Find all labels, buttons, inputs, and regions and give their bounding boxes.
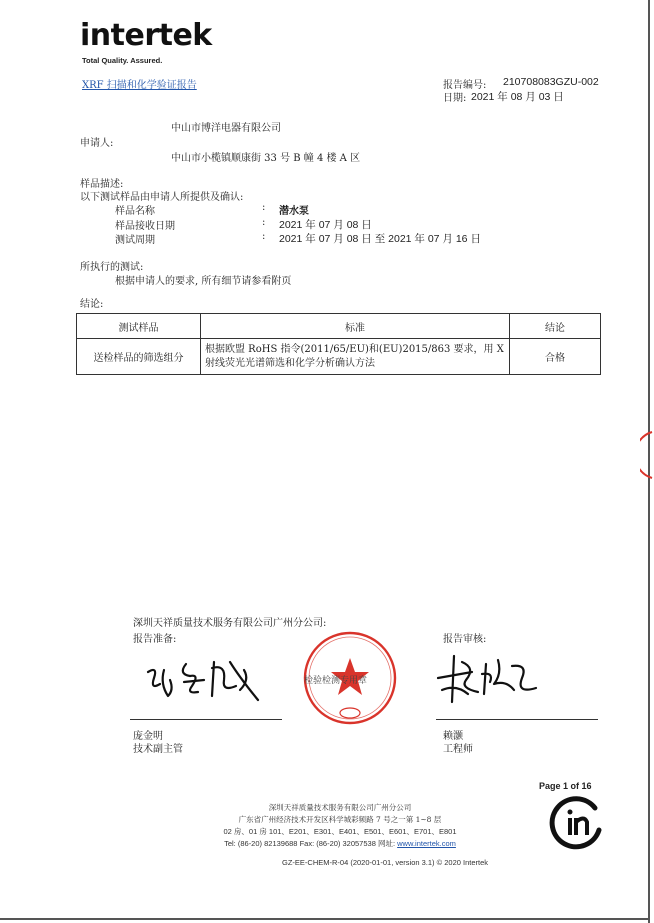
reviewed-by-label: 报告审核: bbox=[443, 634, 487, 645]
sample-name-label: 样品名称 bbox=[115, 206, 155, 217]
applicant-company: 中山市博洋电器有限公司 bbox=[171, 123, 281, 134]
preparer-signature-line bbox=[130, 719, 282, 720]
logo-tagline: Total Quality. Assured. bbox=[82, 56, 163, 65]
applicant-label: 申请人: bbox=[80, 138, 114, 149]
sample-received-value: 2021 年 07 月 08 日 bbox=[279, 219, 372, 231]
cell-standard: 根据欧盟 RoHS 指令(2011/65/EU)和(EU)2015/863 要求，用 X 射线荧光光谱筛选和化学分析确认方法 bbox=[201, 339, 510, 375]
report-date: 2021 年 08 月 03 日 bbox=[471, 91, 564, 103]
tests-heading: 所执行的测试: bbox=[80, 262, 144, 273]
page-number: Page 1 of 16 bbox=[539, 781, 592, 791]
footer-company: 深圳天祥质量技术服务有限公司广州分公司 bbox=[268, 803, 412, 812]
report-number-label: 报告编号: bbox=[443, 80, 487, 91]
reviewer-signature bbox=[432, 650, 542, 708]
test-period-value: 2021 年 07 月 08 日 至 2021 年 07 月 16 日 bbox=[279, 233, 481, 245]
conclusion-table bbox=[76, 313, 601, 375]
footer-website-link[interactable]: www.intertek.com bbox=[397, 839, 456, 848]
sample-name-value: 潜水泵 bbox=[279, 206, 309, 217]
reviewer-signature-line bbox=[436, 719, 598, 720]
footer-tel-fax: Tel: (86-20) 82139688 Fax: (86-20) 32057538 网址: bbox=[224, 839, 396, 848]
preparer-signature bbox=[140, 650, 270, 710]
reviewer-name: 赖灏 bbox=[443, 731, 463, 742]
preparer-title: 技术副主管 bbox=[133, 744, 183, 755]
table-header-row bbox=[77, 314, 601, 339]
prepared-by-label: 报告准备: bbox=[133, 634, 177, 645]
column-header-sample: 测试样品 bbox=[77, 314, 201, 339]
colon: : bbox=[262, 202, 266, 213]
preparer-name: 庞金明 bbox=[133, 731, 163, 742]
sample-heading: 样品描述: bbox=[80, 179, 124, 190]
report-number: 210708083GZU-002 bbox=[503, 76, 599, 88]
document-title: XRF 扫描和化学验证报告 bbox=[82, 80, 197, 91]
sample-received-label: 样品接收日期 bbox=[115, 221, 175, 232]
applicant-address: 中山市小榄镇顺康街 33 号 B 幢 4 楼 A 区 bbox=[171, 153, 361, 164]
sample-intro: 以下测试样品由申请人所提供及确认: bbox=[80, 192, 244, 203]
page-edge-bottom bbox=[0, 918, 650, 920]
table-row bbox=[77, 339, 601, 375]
intertek-round-logo bbox=[549, 796, 605, 852]
tests-text: 根据申请人的要求, 所有细节请参看附页 bbox=[115, 276, 292, 287]
conclusion-heading: 结论: bbox=[80, 299, 104, 310]
cell-sample: 送检样品的筛选组分 bbox=[77, 339, 201, 375]
footer-address-2: 02 房、01 房 101、E201、E301、E401、E501、E601、E701、E801 bbox=[223, 827, 457, 836]
seal-overlay-text: 检验检测专用章 bbox=[304, 676, 368, 686]
footer-address-1: 广东省广州经济技术开发区科学城彩频路 7 号之一第 1~8 层 bbox=[238, 815, 442, 824]
edge-seal-fragment bbox=[640, 430, 654, 480]
column-header-standard: 标准 bbox=[201, 314, 510, 339]
report-date-label: 日期: bbox=[443, 93, 467, 104]
test-period-label: 测试周期 bbox=[115, 235, 155, 246]
form-code: GZ-EE-CHEM-R-04 (2020-01-01, version 3.1) © 2020 Intertek bbox=[282, 858, 489, 867]
column-header-result: 结论 bbox=[510, 314, 601, 339]
cell-result: 合格 bbox=[510, 339, 601, 375]
colon: : bbox=[262, 217, 266, 228]
colon: : bbox=[262, 231, 266, 242]
signing-company: 深圳天祥质量技术服务有限公司广州分公司: bbox=[133, 618, 327, 629]
reviewer-title: 工程师 bbox=[443, 744, 473, 755]
footer-contact bbox=[130, 838, 550, 849]
intertek-logo: intertek bbox=[80, 18, 212, 53]
